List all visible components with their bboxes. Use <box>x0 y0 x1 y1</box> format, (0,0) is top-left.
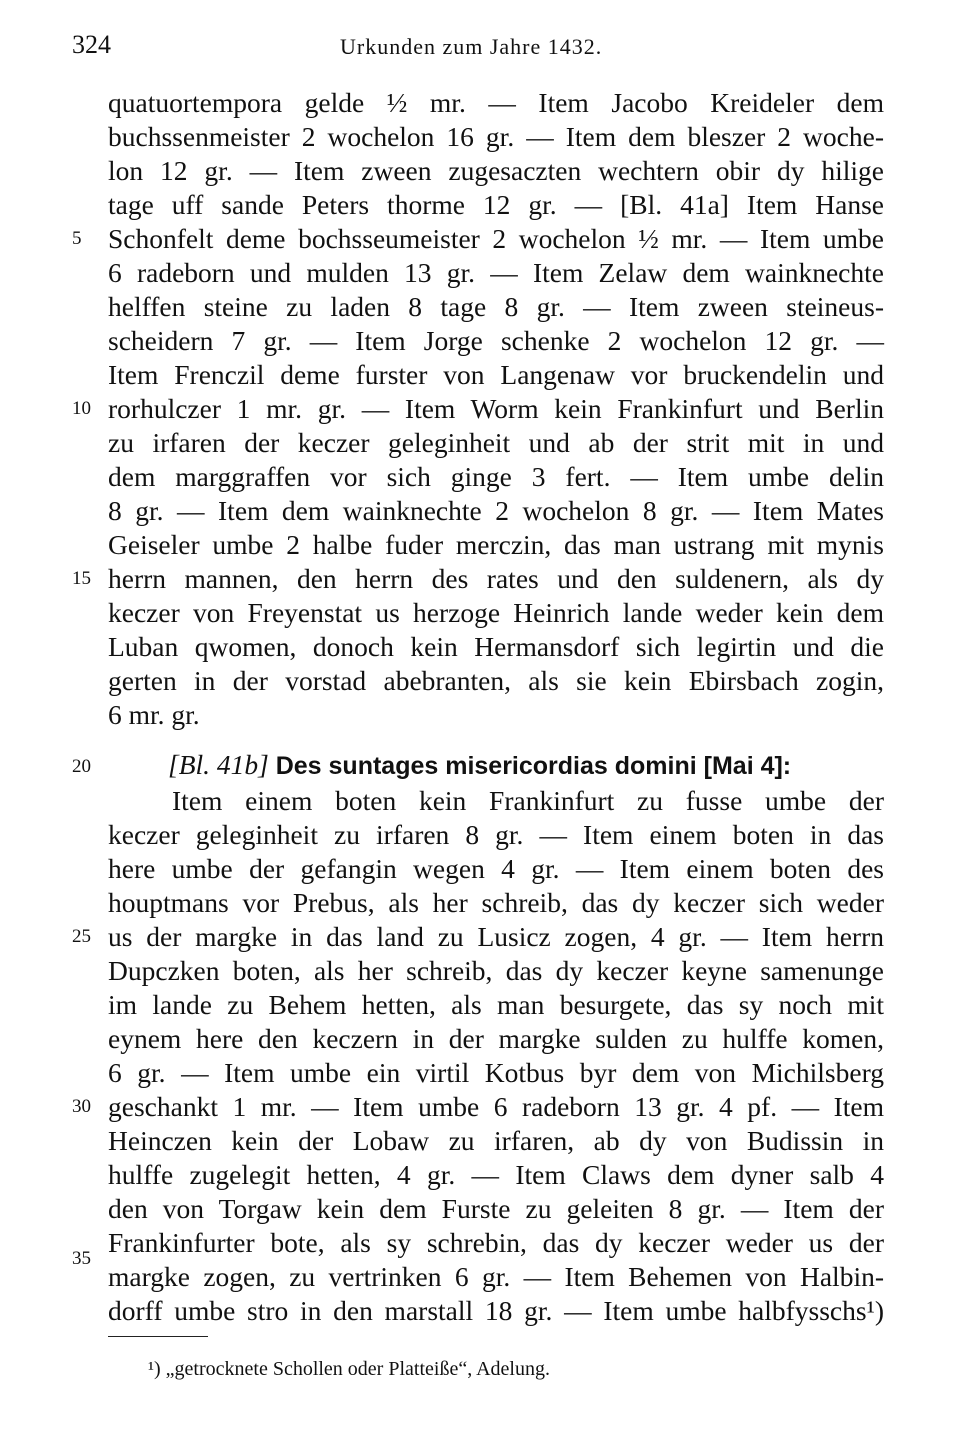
line-number: 10 <box>72 398 91 419</box>
line-number: 35 <box>72 1248 91 1269</box>
text-line: Luban qwomen, donoch kein Hermansdorf sich legirtin und die <box>108 631 884 662</box>
line-number: 30 <box>72 1096 91 1117</box>
text-line: 8 gr. — Item dem wainknechte 2 wochelon 8 gr. — Item Mates <box>108 495 884 526</box>
text-line: Schonfelt deme bochsseumeister 2 wochelon ½ mr. — Item umbe <box>108 223 884 254</box>
text-line: here umbe der gefangin wegen 4 gr. — Item einem boten des <box>108 853 884 884</box>
text-line: quatuortempora gelde ½ mr. — Item Jacobo Kreideler dem <box>108 87 884 118</box>
text-line: Dupczken boten, als her schreib, das dy keczer keyne samenunge <box>108 955 884 986</box>
text-line: gerten in der vorstad abebranten, als sie kein Ebirsbach zogin, <box>108 665 884 696</box>
text-line: 6 radeborn und mulden 13 gr. — Item Zelaw dem wainknechte <box>108 257 884 288</box>
text-line: herrn mannen, den herrn des rates und den suldenern, als dy <box>108 563 884 594</box>
text-line: rorhulczer 1 mr. gr. — Item Worm kein Frankinfurt und Berlin <box>108 393 884 424</box>
section-heading <box>168 748 791 783</box>
text-line: Frankinfurter bote, als sy schrebin, das dy keczer weder us der <box>108 1227 884 1258</box>
folio-marker: [Bl. 41b] <box>168 749 269 780</box>
page-number: 324 <box>72 30 111 59</box>
text-line: buchssenmeister 2 wochelon 16 gr. — Item dem bleszer 2 woche- <box>108 121 884 152</box>
text-line: hulffe zugelegit hetten, 4 gr. — Item Claws dem dyner salb 4 <box>108 1159 884 1190</box>
text-line: den von Torgaw kein dem Furste zu geleiten 8 gr. — Item der <box>108 1193 884 1224</box>
text-line: 6 gr. — Item umbe ein virtil Kotbus byr dem von Michilsberg <box>108 1057 884 1088</box>
footnote-rule <box>108 1336 208 1337</box>
text-line: tage uff sande Peters thorme 12 gr. — [Bl. 41a] Item Hanse <box>108 189 884 220</box>
text-line: Heinczen kein der Lobaw zu irfaren, ab dy von Budissin in <box>108 1125 884 1156</box>
text-line: Item einem boten kein Frankinfurt zu fusse umbe der <box>172 785 884 816</box>
text-line: helffen steine zu laden 8 tage 8 gr. — Item zween steineus- <box>108 291 884 322</box>
text-line: margke zogen, zu vertrinken 6 gr. — Item Behemen von Halbin- <box>108 1261 884 1292</box>
text-line: scheidern 7 gr. — Item Jorge schenke 2 wochelon 12 gr. — <box>108 325 884 356</box>
text-line: keczer von Freyenstat us herzoge Heinrich lande weder kein dem <box>108 597 884 628</box>
line-number: 25 <box>72 926 91 947</box>
text-line: dem marggraffen vor sich ginge 3 fert. — Item umbe delin <box>108 461 884 492</box>
text-line: geschankt 1 mr. — Item umbe 6 radeborn 13 gr. 4 pf. — Item <box>108 1091 884 1122</box>
text-line: zu irfaren der keczer geleginheit und ab der strit mit in und <box>108 427 884 458</box>
text-line: lon 12 gr. — Item zween zugesaczten wechtern obir dy hilige <box>108 155 884 186</box>
text-line: houptmans vor Prebus, als her schreib, das dy keczer sich weder <box>108 887 884 918</box>
line-number: 20 <box>72 756 91 777</box>
text-line: im lande zu Behem hetten, als man besurgete, das sy noch mit <box>108 989 884 1020</box>
running-head: Urkunden zum Jahre 1432. <box>340 34 603 59</box>
text-line: Item Frenczil deme furster von Langenaw vor bruckendelin und <box>108 359 884 390</box>
text-line: eynem here den keczern in der margke sulden zu hulffe komen, <box>108 1023 884 1054</box>
text-line: us der margke in das land zu Lusicz zogen, 4 gr. — Item herrn <box>108 921 884 952</box>
text-line: dorff umbe stro in den marstall 18 gr. — Item umbe halbfysschs¹) <box>108 1295 884 1326</box>
footnote: ¹) „getrocknete Schollen oder Platteiße“, Adelung. <box>148 1358 550 1380</box>
line-number: 15 <box>72 568 91 589</box>
section-title: Des suntages misericordias domini [Mai 4]: <box>275 752 792 780</box>
text-line: Geiseler umbe 2 halbe fuder merczin, das man ustrang mit mynis <box>108 529 884 560</box>
line-number: 5 <box>72 228 82 249</box>
text-line: 6 mr. gr. <box>108 699 200 730</box>
text-line: keczer geleginheit zu irfaren 8 gr. — Item einem boten in das <box>108 819 884 850</box>
